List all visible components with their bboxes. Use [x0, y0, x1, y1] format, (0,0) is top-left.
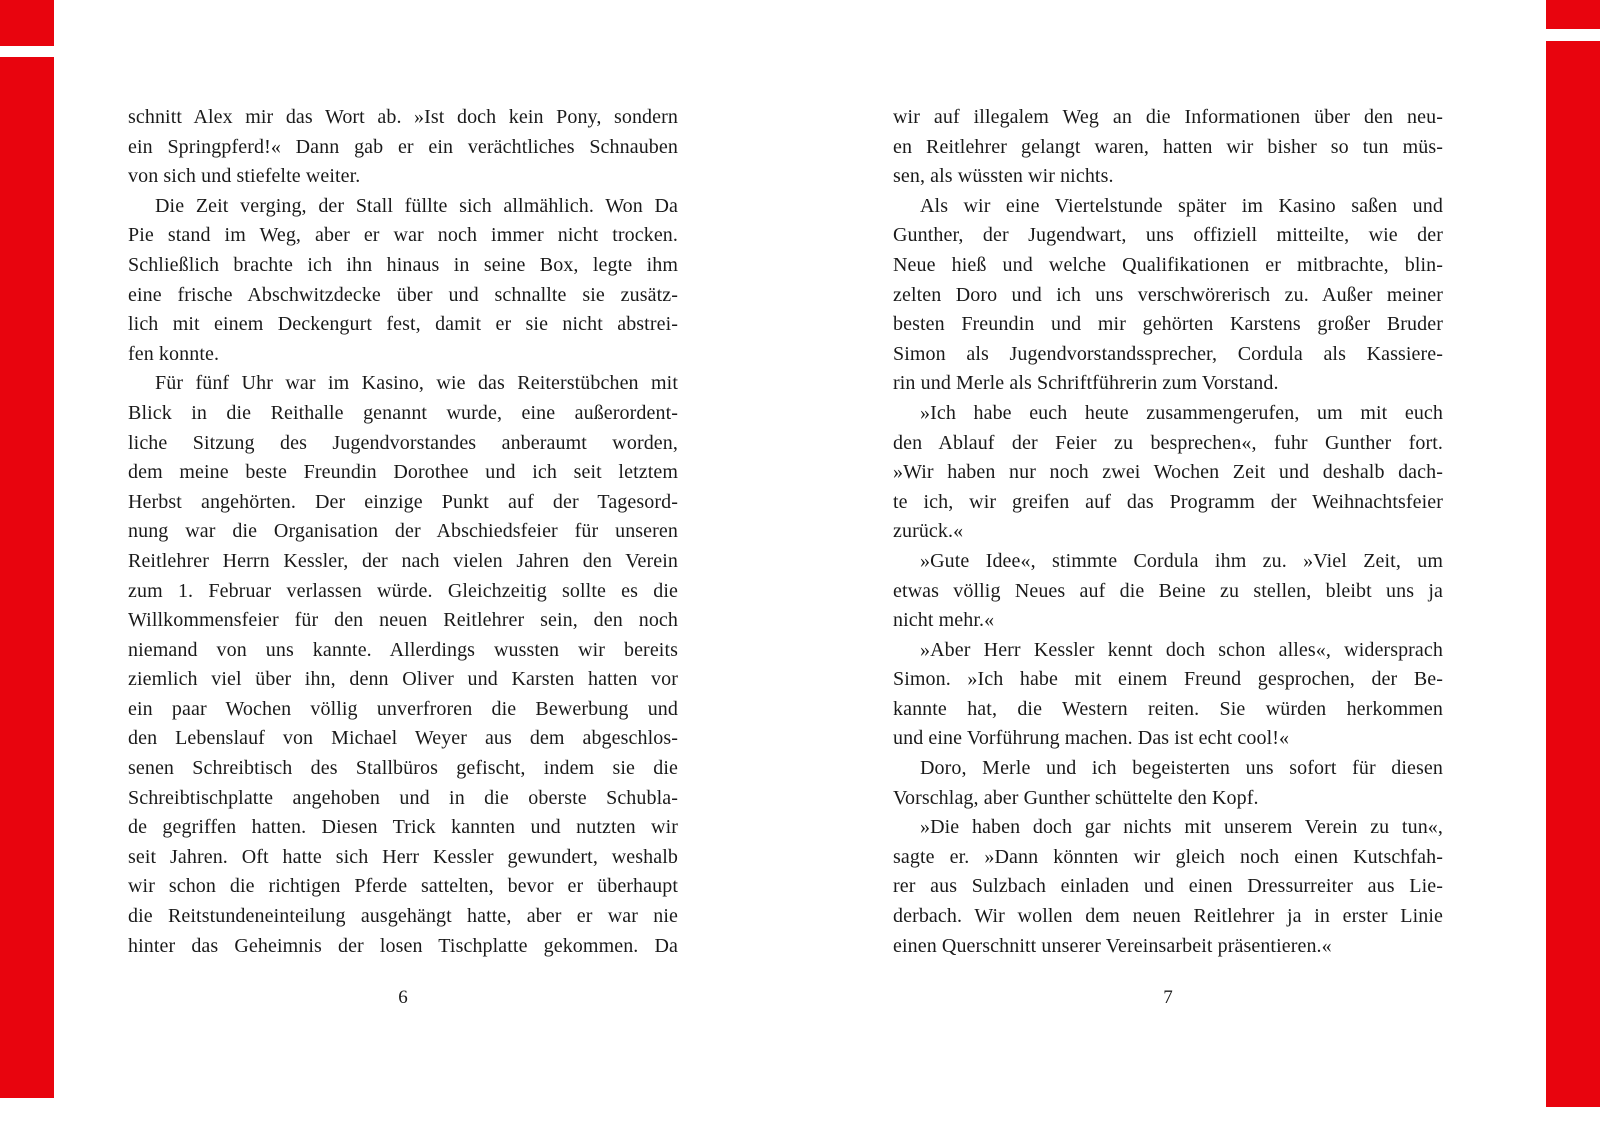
book-cover-edge-right: [1546, 41, 1600, 1107]
text-line: Vorschlag, aber Gunther schüttelte den Kopf.: [893, 786, 1259, 809]
text-line: Simon als Jugendvorstandssprecher, Cordula als Kassiere-: [893, 342, 1443, 365]
text-line: zurück.«: [893, 520, 964, 543]
text-line: »Aber Herr Kessler kennt doch schon alles«, widersprach: [920, 638, 1443, 661]
text-line: den Lebenslauf von Michael Weyer aus dem abgeschlos-: [128, 727, 678, 750]
text-line: Herbst angehörten. Der einzige Punkt auf der Tagesord-: [128, 490, 678, 513]
book-cover-edge-left-top: [0, 0, 54, 46]
text-line: einen Querschnitt unserer Vereinsarbeit präsentieren.«: [893, 934, 1332, 957]
text-line: schnitt Alex mir das Wort ab. »Ist doch kein Pony, sondern: [128, 106, 678, 128]
text-line: senen Schreibtisch des Stallbüros gefischt, indem sie die: [128, 757, 678, 780]
text-line: kannte hat, die Western reiten. Sie würden herkommen: [893, 697, 1443, 720]
text-line: Willkommensfeier für den neuen Reitlehrer sein, den noch: [128, 609, 678, 632]
text-line: hinter das Geheimnis der losen Tischplatte gekommen. Da: [128, 934, 678, 957]
text-line: sagte er. »Dann könnten wir gleich noch einen Kutschfah-: [893, 845, 1443, 868]
page-number-left: 6: [398, 987, 408, 1009]
text-line: fen konnte.: [128, 342, 220, 365]
text-line: niemand von uns kannte. Allerdings wussten wir bereits: [128, 638, 678, 661]
text-line: zum 1. Februar verlassen würde. Gleichzeitig sollte es die: [128, 579, 678, 602]
text-line: Reitlehrer Herrn Kessler, der nach vielen Jahren den Verein: [128, 549, 678, 572]
text-line: liche Sitzung des Jugendvorstandes anberaumt worden,: [128, 431, 678, 454]
page-right: [893, 103, 1443, 1009]
text-line: Simon. »Ich habe mit einem Freund gesprochen, der Be-: [893, 668, 1443, 691]
text-line: eine frische Abschwitzdecke über und schnallte sie zusätz-: [128, 283, 678, 306]
text-line: besten Freundin und mir gehörten Karstens großer Bruder: [893, 313, 1443, 336]
text-line: wir auf illegalem Weg an die Informationen über den neu-: [893, 106, 1443, 128]
text-line: Gunther, der Jugendwart, uns offiziell mitteilte, wie der: [893, 224, 1443, 247]
page-left: [128, 103, 678, 1009]
text-line: Blick in die Reithalle genannt wurde, eine außerordent-: [128, 401, 678, 424]
page-number-right: 7: [1163, 987, 1173, 1009]
text-line: Pie stand im Weg, aber er war noch immer nicht trocken.: [128, 224, 678, 247]
text-line: die Reitstundeneinteilung ausgehängt hatte, aber er war nie: [128, 905, 678, 928]
book-cover-edge-right-top: [1546, 0, 1600, 29]
text-line: te ich, wir greifen auf das Programm der Weihnachtsfeier: [893, 490, 1443, 513]
page-left-text: [128, 103, 678, 961]
text-line: »Wir haben nur noch zwei Wochen Zeit und deshalb dach-: [893, 461, 1443, 484]
text-line: ziemlich viel über ihn, denn Oliver und Karsten hatten vor: [128, 668, 678, 691]
text-line: und eine Vorführung machen. Das ist echt cool!«: [893, 727, 1290, 750]
text-line: »Gute Idee«, stimmte Cordula ihm zu. »Viel Zeit, um: [920, 549, 1443, 572]
text-line: Die Zeit verging, der Stall füllte sich allmählich. Won Da: [155, 194, 678, 217]
text-line: derbach. Wir wollen dem neuen Reitlehrer ja in erster Linie: [893, 905, 1443, 928]
text-line: lich mit einem Deckengurt fest, damit er sie nicht abstrei-: [128, 313, 678, 336]
page-right-text: [893, 103, 1443, 961]
text-line: nicht mehr.«: [893, 609, 995, 632]
text-line: wir schon die richtigen Pferde sattelten, bevor er überhaupt: [128, 875, 678, 898]
text-line: Neue hieß und welche Qualifikationen er mitbrachte, blin-: [893, 253, 1443, 276]
text-line: Doro, Merle und ich begeisterten uns sofort für diesen: [920, 757, 1443, 780]
book-cover-edge-left: [0, 57, 54, 1098]
text-line: »Die haben doch gar nichts mit unserem Verein zu tun«,: [920, 816, 1443, 839]
text-line: seit Jahren. Oft hatte sich Herr Kessler gewundert, weshalb: [128, 845, 678, 868]
text-line: Für fünf Uhr war im Kasino, wie das Reiterstübchen mit: [155, 372, 678, 395]
text-line: rin und Merle als Schriftführerin zum Vorstand.: [893, 372, 1279, 395]
text-line: von sich und stiefelte weiter.: [128, 165, 361, 188]
text-line: »Ich habe euch heute zusammengerufen, um mit euch: [920, 401, 1443, 424]
text-line: etwas völlig Neues auf die Beine zu stellen, bleibt uns ja: [893, 579, 1443, 602]
text-line: den Ablauf der Feier zu besprechen«, fuhr Gunther fort.: [893, 431, 1443, 454]
text-line: ein paar Wochen völlig unverfroren die Bewerbung und: [128, 697, 678, 720]
text-line: nung war die Organisation der Abschiedsfeier für unseren: [128, 520, 678, 543]
text-line: sen, als wüssten wir nichts.: [893, 165, 1114, 188]
text-line: zelten Doro und ich uns verschwörerisch zu. Außer meiner: [893, 283, 1443, 306]
text-line: de gegriffen hatten. Diesen Trick kannten und nutzten wir: [128, 816, 678, 839]
text-line: rer aus Sulzbach einladen und einen Dressurreiter aus Lie-: [893, 875, 1443, 898]
text-line: dem meine beste Freundin Dorothee und ich seit letztem: [128, 461, 678, 484]
text-line: Schreibtischplatte angehoben und in die oberste Schubla-: [128, 786, 678, 809]
text-line: en Reitlehrer gelangt waren, hatten wir bisher so tun müs-: [893, 135, 1443, 158]
text-line: ein Springpferd!« Dann gab er ein verächtliches Schnauben: [128, 135, 678, 158]
text-line: Als wir eine Viertelstunde später im Kasino saßen und: [920, 194, 1443, 217]
text-line: Schließlich brachte ich ihn hinaus in seine Box, legte ihm: [128, 253, 678, 276]
